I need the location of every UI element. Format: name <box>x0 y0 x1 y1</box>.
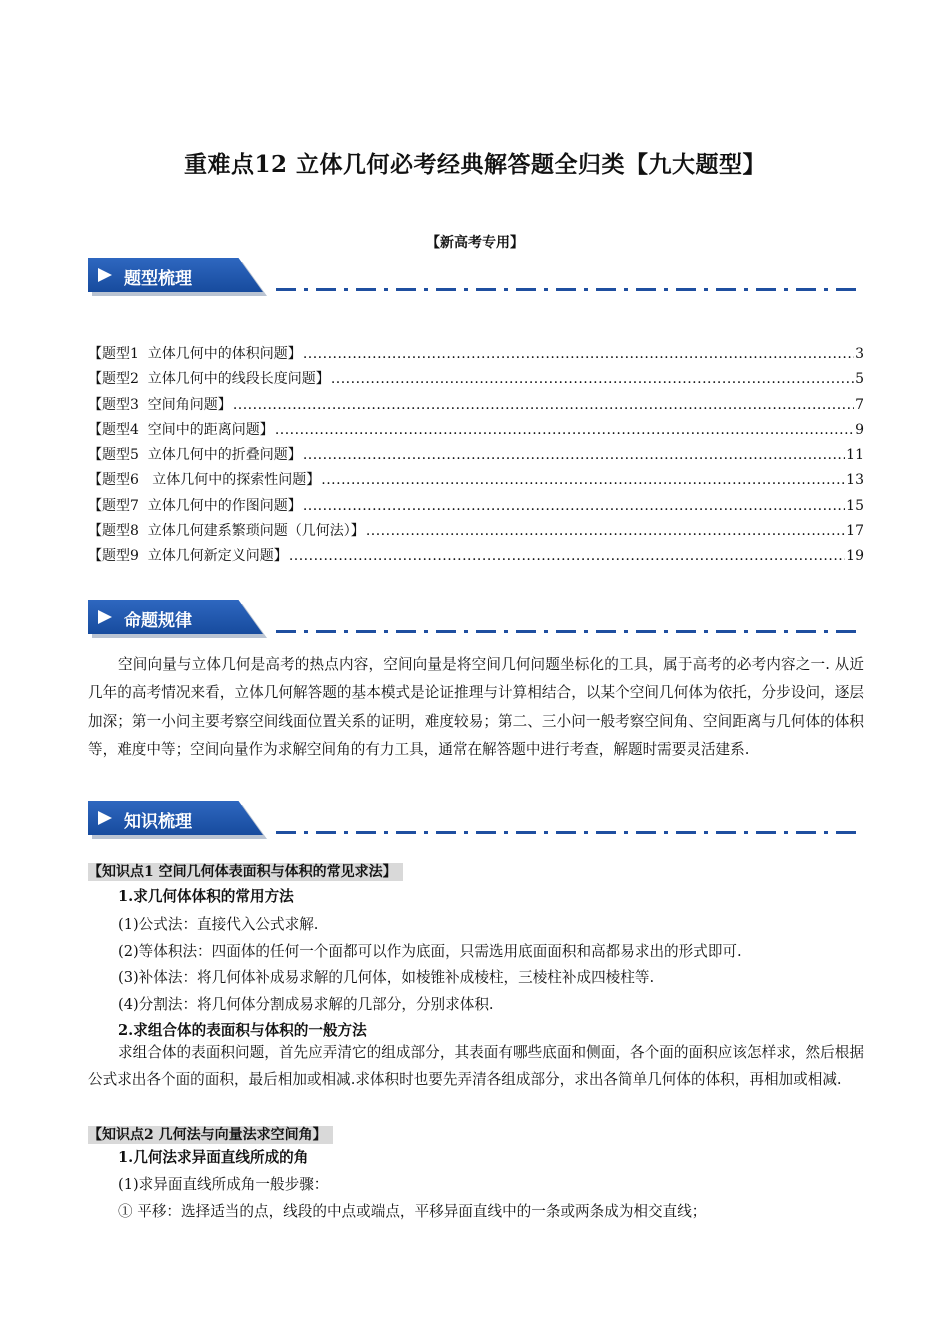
toc-item-page: 7 <box>855 396 864 413</box>
banner-dash-line <box>276 630 860 633</box>
banner-knowledge <box>88 801 868 837</box>
toc-item[interactable] <box>88 419 864 444</box>
banner-types <box>88 258 868 294</box>
kp1-item: (2)等体积法：四面体的任何一个面都可以作为底面，只需选用底面面积和高都易求出的形式即可. <box>118 943 742 960</box>
toc-item-text: 【题型2 立体几何中的线段长度问题】 <box>88 371 330 388</box>
toc-leader <box>303 346 854 362</box>
toc-item-page: 9 <box>855 421 864 438</box>
banner-label: 知识梳理 <box>124 812 192 832</box>
play-icon <box>98 610 112 624</box>
toc-item-text: 【题型5 立体几何中的折叠问题】 <box>88 447 302 464</box>
toc-item-text: 【题型8 立体几何建系繁琐问题（几何法）】 <box>88 523 365 540</box>
banner-label: 题型梳理 <box>124 269 192 289</box>
toc-item[interactable] <box>88 495 864 520</box>
toc-item-page: 5 <box>855 371 864 388</box>
toc-item[interactable] <box>88 520 864 545</box>
toc-item-text: 【题型1 立体几何中的体积问题】 <box>88 346 302 362</box>
toc-item-text: 【题型4 空间中的距离问题】 <box>88 421 274 438</box>
play-icon <box>98 811 112 825</box>
kp2-line: (1)求异面直线所成角一般步骤： <box>118 1176 329 1193</box>
banner-dash-line <box>276 288 860 291</box>
banner-label: 命题规律 <box>124 611 192 631</box>
toc-item-text: 【题型9 立体几何新定义问题】 <box>88 548 288 565</box>
kp1-paragraph: 求组合体的表面积问题，首先应弄清它的组成部分，其表面有哪些底面和侧面，各个面的面积应该怎样求，然后根据公式求出各个面的面积，最后相加或相减.求体积时也要先弄清各组成部分，求出各简单几何体的体积，再相加或相减. <box>88 1044 864 1088</box>
toc-leader <box>331 371 854 387</box>
toc-leader <box>303 498 845 514</box>
rules-paragraph: 空间向量与立体几何是高考的热点内容，空间向量是将空间几何问题坐标化的工具，属于高考的必考内容之一. 从近几年的高考情况来看，立体几何解答题的基本模式是论证推理与计算相结合，以某个空间几何体为依托，分步设问，逐层加深；第一小问主要考察空间线面位置关系的证明，难度较易；第二、三小问一般考察空间角、空间距离与几何体的体积等，难度中等；空间向量作为求解空间角的有力工具，通常在解答题中进行考查，解题时需要灵活建系. <box>88 656 864 759</box>
banner-rules <box>88 600 868 636</box>
toc-item[interactable] <box>88 343 864 368</box>
toc-item-text: 【题型3 空间角问题】 <box>88 396 232 413</box>
toc-item[interactable] <box>88 444 864 469</box>
toc-leader <box>233 397 854 413</box>
toc-item[interactable] <box>88 394 864 419</box>
kp2-subheading-1: 1.几何法求异面直线所成的角 <box>118 1149 309 1166</box>
kp1-subheading-1: 1.求几何体体积的常用方法 <box>118 888 294 905</box>
kp2-line: ① 平移：选择适当的点，线段的中点或端点，平移异面直线中的一条或两条成为相交直线； <box>118 1203 707 1220</box>
toc-leader <box>366 523 845 539</box>
toc-item-page: 11 <box>846 447 864 464</box>
toc-item[interactable] <box>88 545 864 570</box>
toc-leader <box>275 422 854 438</box>
knowledge-point-1-heading: 【知识点1 空间几何体表面积与体积的常见求法】 <box>88 863 403 881</box>
toc-leader <box>289 548 845 564</box>
play-icon <box>98 268 112 282</box>
toc-item-text: 【题型6 立体几何中的探索性问题】 <box>88 472 321 489</box>
kp1-item: (1)公式法：直接代入公式求解. <box>118 916 319 933</box>
table-of-contents <box>88 343 864 571</box>
toc-item-page: 3 <box>855 346 864 362</box>
kp1-subheading-2: 2.求组合体的表面积与体积的一般方法 <box>118 1022 367 1039</box>
knowledge-point-2-heading: 【知识点2 几何法与向量法求空间角】 <box>88 1126 333 1144</box>
kp1-item: (4)分割法：将几何体分割成易求解的几部分，分别求体积. <box>118 996 494 1013</box>
toc-item-page: 13 <box>846 472 864 489</box>
toc-item-page: 17 <box>846 523 864 540</box>
page-subtitle: 【新高考专用】 <box>426 235 524 251</box>
toc-leader <box>321 472 845 488</box>
page-title: 重难点12 立体几何必考经典解答题全归类【九大题型】 <box>183 151 766 178</box>
toc-item[interactable] <box>88 368 864 393</box>
toc-leader <box>303 447 845 463</box>
kp1-item: (3)补体法：将几何体补成易求解的几何体，如棱锥补成棱柱，三棱柱补成四棱柱等. <box>118 969 655 986</box>
banner-dash-line <box>276 831 860 834</box>
toc-item-page: 15 <box>846 497 864 514</box>
toc-item-text: 【题型7 立体几何中的作图问题】 <box>88 497 302 514</box>
toc-item-page: 19 <box>846 548 864 565</box>
toc-item[interactable] <box>88 469 864 494</box>
